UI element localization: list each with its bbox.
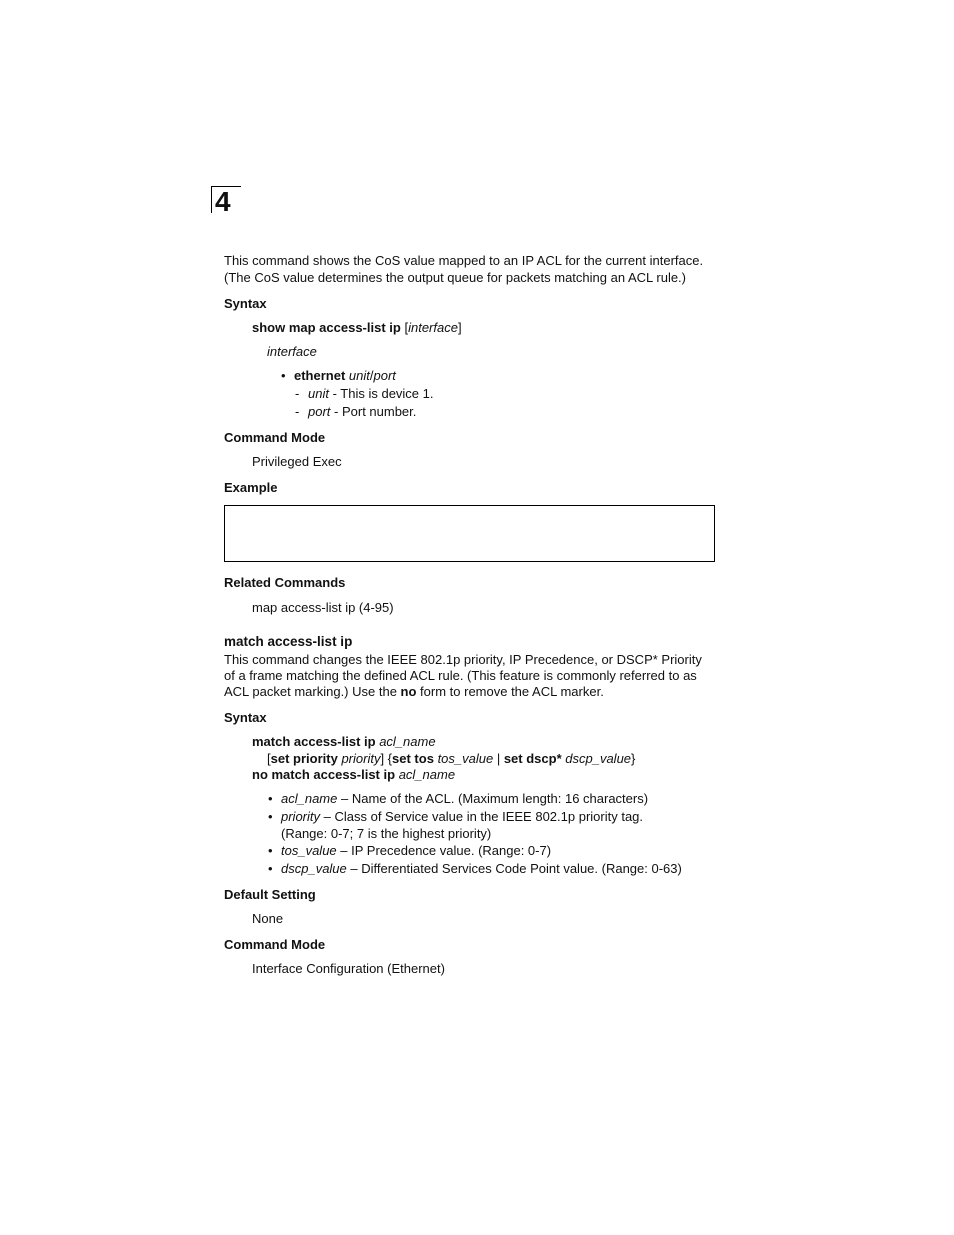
default-setting-heading: Default Setting [224,887,316,902]
syntax-heading-2: Syntax [224,710,267,725]
syntax-3-param: acl_name [398,767,456,782]
syntax-line-3 [252,766,455,783]
desc-line-2: of a frame matching the defined ACL rule. (This feature is commonly referred to as [224,668,697,683]
bullet-1-desc: – Name of the ACL. (Maximum length: 16 characters) [337,791,649,806]
bullet-3-name: tos_value [281,843,337,858]
syntax-param: interface [408,320,458,335]
syntax-2-set-tos: set tos [392,751,434,766]
syntax-3-command: no match access-list ip [252,767,396,782]
param-bullet-dscp-value [281,860,682,877]
command-mode-value-2: Interface Configuration (Ethernet) [252,961,445,976]
command-mode-value: Privileged Exec [252,454,342,469]
port-name: port [308,404,331,419]
syntax-line-1 [252,733,436,750]
bullet-1-name: acl_name [281,791,338,806]
param-bullet-acl-name [281,790,648,807]
desc-no-keyword: no [400,684,417,699]
bullet-3-desc: – IP Precedence value. (Range: 0-7) [336,843,552,858]
chapter-number: 4 [211,186,241,213]
param-bullet-priority [281,808,643,825]
ethernet-port: port [373,368,396,383]
related-commands-heading: Related Commands [224,575,346,590]
ethernet-unit: unit [348,368,370,383]
param-interface: interface [267,344,317,359]
ethernet-keyword: ethernet [294,368,346,383]
command-mode-heading-2: Command Mode [224,937,326,952]
example-heading: Example [224,480,278,495]
syntax-2-pipe: | [493,751,504,766]
intro-line-2: (The CoS value determines the output queue for packets matching an ACL rule.) [224,270,687,285]
syntax-line-2 [267,750,635,767]
ethernet-slash: / [369,368,374,383]
syntax-2-close: } [631,751,636,766]
unit-desc: - This is device 1. [328,386,434,401]
desc-line-3-a: ACL packet marking.) Use the [224,684,401,699]
syntax-2-mid: ] { [380,751,393,766]
syntax-command: show map access-list ip [252,320,401,335]
unit-item [308,385,434,402]
bullet-4-desc: – Differentiated Services Code Point value. (Range: 0-63) [346,861,682,876]
port-item [308,403,416,420]
bullet-2-desc: – Class of Service value in the IEEE 802.1p priority tag. [320,809,644,824]
syntax-2-open: [ [267,751,271,766]
example-box [224,505,715,562]
intro-line-1: This command shows the CoS value mapped to an IP ACL for the current interface. [224,253,704,268]
syntax-2-tos: tos_value [437,751,494,766]
syntax-1-param: acl_name [379,734,436,749]
default-setting-value: None [252,911,284,926]
desc-line-3-b: form to remove the ACL marker. [416,684,604,699]
syntax-2-dscp: dscp_value [565,751,632,766]
syntax-2-set-dscp: set dscp* [503,751,562,766]
command-mode-heading: Command Mode [224,430,326,445]
desc-line-3 [224,683,604,700]
desc-line-1: This command changes the IEEE 802.1p priority, IP Precedence, or DSCP* Priority [224,652,702,667]
syntax-close: ] [457,320,462,335]
syntax-line [252,319,462,336]
bullet-2-name: priority [281,809,321,824]
unit-name: unit [308,386,329,401]
syntax-2-set-priority: set priority [270,751,338,766]
syntax-heading: Syntax [224,296,267,311]
syntax-2-priority: priority [341,751,381,766]
param-bullet-tos-value [281,842,551,859]
bullet-2-desc-cont: (Range: 0-7; 7 is the highest priority) [281,826,492,841]
port-desc: - Port number. [330,404,417,419]
section-title: match access-list ip [224,634,353,649]
related-command-link[interactable]: map access-list ip (4-95) [252,600,394,615]
bullet-4-name: dscp_value [281,861,347,876]
ethernet-bullet [294,367,396,384]
syntax-1-command: match access-list ip [252,734,376,749]
syntax-open: [ [404,320,409,335]
